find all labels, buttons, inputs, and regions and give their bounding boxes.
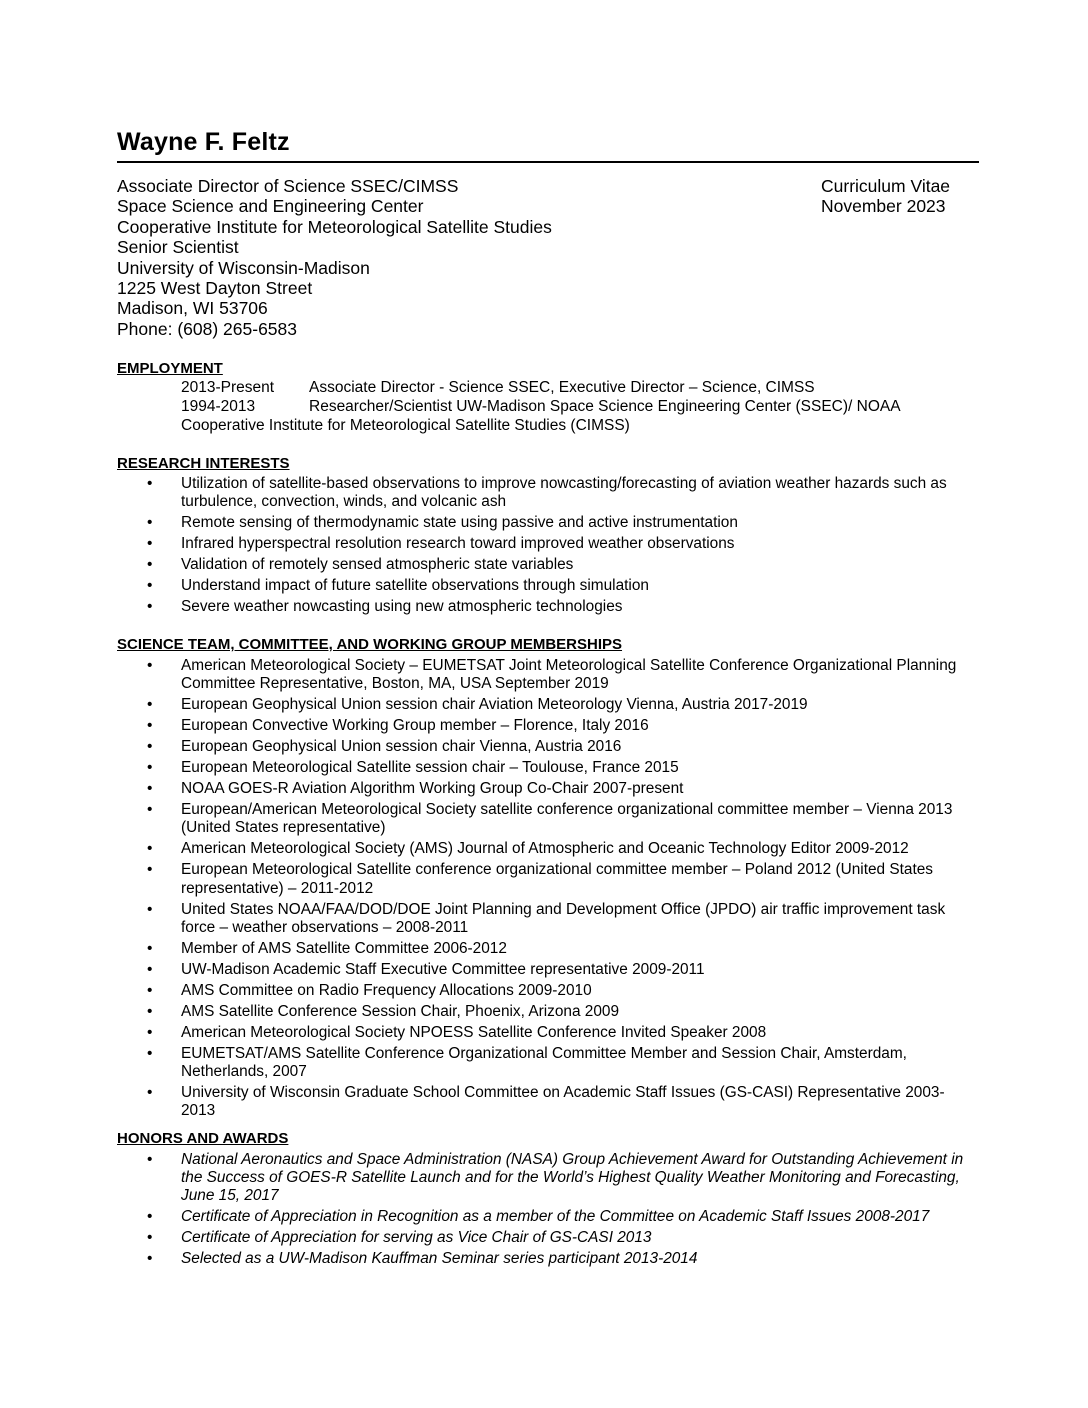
bullet-icon: • — [147, 840, 153, 858]
bullet-icon: • — [147, 759, 153, 777]
contact-phone: Phone: (608) 265-6583 — [117, 318, 297, 339]
list-item — [117, 514, 979, 532]
contact-line: Madison, WI 53706 — [117, 298, 268, 319]
list-item — [117, 738, 979, 756]
list-item-text: American Meteorological Society – EUMETSAT Joint Meteorological Satellite Conference Organizational Planning Committee Representative, Boston, MA, USA September 2019 — [181, 657, 957, 693]
bullet-icon: • — [147, 981, 153, 999]
list-item-text: American Meteorological Society (AMS) Journal of Atmospheric and Oceanic Technology Editor 2009-2012 — [181, 840, 909, 858]
list-item — [117, 1084, 979, 1120]
list-item-text: European Convective Working Group member – Florence, Italy 2016 — [181, 717, 649, 735]
employment-row — [181, 378, 901, 397]
list-item — [117, 1045, 979, 1081]
honors-list — [117, 1151, 979, 1271]
employment-row — [181, 397, 901, 416]
list-item — [117, 475, 979, 511]
list-item-text: European Geophysical Union session chair Aviation Meteorology Vienna, Austria 2017-2019 — [181, 696, 808, 714]
list-item — [117, 598, 979, 616]
list-item-text: Remote sensing of thermodynamic state using passive and active instrumentation — [181, 514, 738, 532]
bullet-icon: • — [147, 717, 153, 735]
bullet-icon: • — [147, 598, 153, 616]
research-heading: RESEARCH INTERESTS — [117, 455, 290, 472]
memberships-list — [117, 657, 979, 1123]
list-item-text: Certificate of Appreciation in Recognition as a member of the Committee on Academic Staff Issues 2008-2017 — [181, 1208, 930, 1226]
bullet-icon: • — [147, 1084, 153, 1102]
list-item-text: University of Wisconsin Graduate School Committee on Academic Staff Issues (GS-CASI) Representative 2003-2013 — [181, 1084, 945, 1120]
contact-line: Cooperative Institute for Meteorological Satellite Studies — [117, 216, 552, 237]
employment-list — [181, 378, 901, 435]
list-item — [117, 717, 979, 735]
list-item-text: Validation of remotely sensed atmospheric state variables — [181, 556, 574, 574]
bullet-icon: • — [147, 780, 153, 798]
list-item — [117, 1151, 979, 1206]
list-item-text: AMS Committee on Radio Frequency Allocations 2009-2010 — [181, 981, 592, 999]
employment-desc: Researcher/Scientist UW-Madison Space Science Engineering Center (SSEC)/ NOAA — [309, 398, 901, 415]
list-item — [117, 840, 979, 858]
employment-heading: EMPLOYMENT — [117, 360, 223, 377]
list-item — [117, 901, 979, 937]
bullet-icon: • — [147, 900, 153, 918]
list-item-text: AMS Satellite Conference Session Chair, Phoenix, Arizona 2009 — [181, 1002, 620, 1020]
bullet-icon: • — [147, 960, 153, 978]
name-divider — [117, 161, 979, 163]
list-item — [117, 1208, 979, 1226]
bullet-icon: • — [147, 696, 153, 714]
list-item — [117, 657, 979, 693]
list-item-text: Infrared hyperspectral resolution research toward improved weather observations — [181, 535, 735, 553]
list-item-text: EUMETSAT/AMS Satellite Conference Organizational Committee Member and Session Chair, Amsterdam, Netherlands, 2007 — [181, 1044, 907, 1081]
bullet-icon: • — [147, 801, 153, 819]
list-item-text: European Meteorological Satellite conference organizational committee member – Poland 2012 (United States representative) – 2011-2012 — [181, 861, 934, 897]
list-item — [117, 982, 979, 1000]
list-item-text: Understand impact of future satellite observations through simulation — [181, 577, 649, 595]
list-item-text: European/American Meteorological Society satellite conference organizational committee member – Vienna 2013 (United States representative) — [181, 801, 953, 837]
honors-heading: HONORS AND AWARDS — [117, 1130, 289, 1147]
list-item-text: Utilization of satellite-based observations to improve nowcasting/forecasting of aviation weather hazards such as turbulence, convection, winds, and volcanic ash — [181, 475, 947, 511]
list-item — [117, 961, 979, 979]
bullet-icon: • — [147, 939, 153, 957]
list-item — [117, 696, 979, 714]
list-item — [117, 1250, 979, 1268]
bullet-icon: • — [147, 657, 153, 674]
list-item — [117, 535, 979, 553]
bullet-icon: • — [147, 577, 153, 595]
bullet-icon: • — [147, 556, 153, 574]
doc-type: Curriculum Vitae — [821, 176, 951, 196]
list-item — [117, 801, 979, 837]
list-item — [117, 1024, 979, 1042]
list-item-text: Selected as a UW-Madison Kauffman Seminar series participant 2013-2014 — [181, 1250, 698, 1268]
list-item-text: NOAA GOES-R Aviation Algorithm Working Group Co-Chair 2007-present — [181, 780, 684, 798]
list-item-text: European Geophysical Union session chair Vienna, Austria 2016 — [181, 738, 622, 756]
contact-line: 1225 West Dayton Street — [117, 278, 313, 299]
list-item — [117, 577, 979, 595]
bullet-icon: • — [147, 861, 153, 879]
list-item-text: European Meteorological Satellite session chair – Toulouse, France 2015 — [181, 759, 679, 777]
contact-line: Space Science and Engineering Center — [117, 196, 424, 217]
doc-date: November 2023 — [821, 196, 946, 217]
employment-years: 1994-2013 — [181, 398, 256, 415]
cv-name: Wayne F. Feltz — [117, 128, 290, 156]
memberships-heading: SCIENCE TEAM, COMMITTEE, AND WORKING GROUP MEMBERSHIPS — [117, 636, 623, 653]
list-item — [117, 1003, 979, 1021]
bullet-icon: • — [147, 1208, 153, 1226]
bullet-icon: • — [147, 535, 153, 553]
list-item — [117, 861, 979, 897]
list-item-text: National Aeronautics and Space Administration (NASA) Group Achievement Award for Outstanding Achievement in the Success of GOES-R Satellite Launch and for the World’s Highest Quality Weather Monitoring and Forecasting, June 15, 2017 — [181, 1151, 964, 1205]
employment-desc: Associate Director - Science SSEC, Executive Director – Science, CIMSS — [309, 379, 815, 396]
cv-meta — [821, 176, 950, 217]
contact-line: Senior Scientist — [117, 237, 239, 258]
employment-continuation: Cooperative Institute for Meteorological Satellite Studies (CIMSS) — [181, 417, 630, 434]
research-list — [117, 475, 979, 619]
list-item-text: Certificate of Appreciation for serving as Vice Chair of GS-CASI 2013 — [181, 1229, 652, 1247]
bullet-icon: • — [147, 1229, 153, 1247]
bullet-icon: • — [147, 475, 153, 492]
list-item-text: Member of AMS Satellite Committee 2006-2012 — [181, 939, 507, 957]
bullet-icon: • — [147, 514, 153, 532]
contact-block — [117, 176, 552, 339]
list-item — [117, 759, 979, 777]
list-item — [117, 556, 979, 574]
list-item-text: American Meteorological Society NPOESS Satellite Conference Invited Speaker 2008 — [181, 1023, 767, 1041]
bullet-icon: • — [147, 738, 153, 756]
list-item — [117, 940, 979, 958]
list-item-text: UW-Madison Academic Staff Executive Committee representative 2009-2011 — [181, 960, 705, 978]
contact-line: Associate Director of Science SSEC/CIMSS — [117, 176, 459, 196]
contact-line: University of Wisconsin-Madison — [117, 257, 370, 278]
list-item-text: Severe weather nowcasting using new atmospheric technologies — [181, 598, 623, 616]
employment-years: 2013-Present — [181, 379, 275, 396]
bullet-icon: • — [147, 1250, 153, 1268]
bullet-icon: • — [147, 1044, 153, 1062]
bullet-icon: • — [147, 1002, 153, 1020]
list-item — [117, 780, 979, 798]
list-item-text: United States NOAA/FAA/DOD/DOE Joint Planning and Development Office (JPDO) air traffic improvement task force – weather observations – 2008-2011 — [181, 900, 946, 936]
bullet-icon: • — [147, 1151, 153, 1168]
list-item — [117, 1229, 979, 1247]
bullet-icon: • — [147, 1023, 153, 1041]
